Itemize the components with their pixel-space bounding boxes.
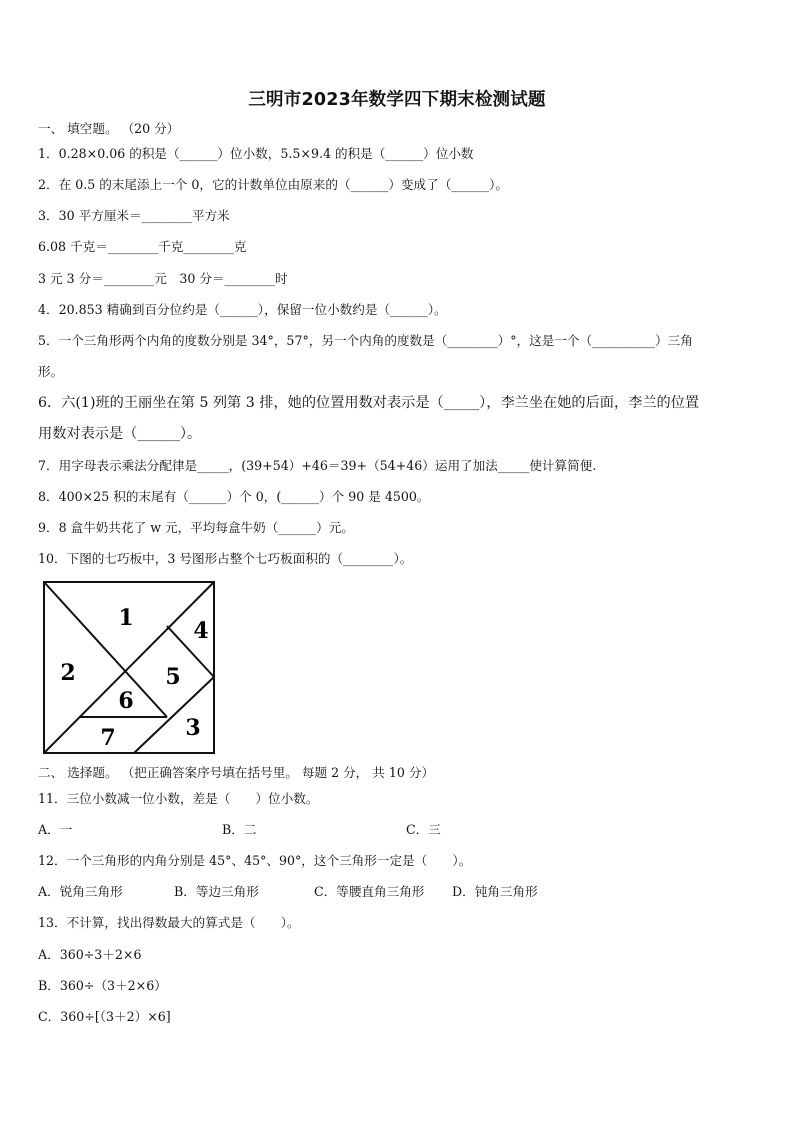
- tangram-label-6: 6: [118, 688, 134, 714]
- question-12-option-c: C．等腰直角三角形: [314, 884, 425, 899]
- question-10: 10．下图的七巧板中，3 号图形占整个七巧板面积的（________）。: [38, 551, 413, 566]
- tangram-label-4: 4: [193, 618, 209, 644]
- tangram-label-3: 3: [185, 715, 201, 741]
- question-2: 2．在 0.5 的末尾添上一个 0，它的计数单位由原来的（______）变成了（______）。: [38, 177, 508, 192]
- question-1: 1．0.28×0.06 的积是（______）位小数，5.5×9.4 的积是（______）位小数: [38, 146, 474, 161]
- question-11-option-b: B．二: [222, 822, 257, 837]
- tangram-diagonal-left: [44, 582, 167, 717]
- question-5-line-2: 形。: [38, 364, 64, 379]
- question-12-option-a: A．锐角三角形: [38, 884, 123, 899]
- question-5-line-1: 5．一个三角形两个内角的度数分别是 34°，57°，另一个内角的度数是（________）°，这是一个（__________）三角: [38, 333, 693, 348]
- tangram-label-2: 2: [60, 660, 76, 686]
- tangram-label-5: 5: [165, 664, 181, 690]
- question-13-option-b: B．360÷（3＋2×6）: [38, 978, 167, 993]
- question-13-stem: 13．不计算，找出得数最大的算式是（ ）。: [38, 915, 300, 930]
- question-12-option-b: B．等边三角形: [174, 884, 259, 899]
- question-13-option-c: C．360÷[（3＋2）×6]: [38, 1009, 171, 1024]
- tangram-figure: [42, 580, 216, 755]
- question-3-part-2: 6.08 千克＝________千克________克: [38, 239, 247, 254]
- question-6-line-2: 用数对表示是（______）。: [38, 426, 202, 442]
- question-11-option-c: C．三: [406, 822, 441, 837]
- question-4: 4．20.853 精确到百分位约是（______），保留一位小数约是（______）。: [38, 302, 447, 317]
- tangram-diagram: [42, 580, 216, 755]
- question-12-option-d: D．钝角三角形: [452, 884, 538, 899]
- tangram-label-7: 7: [100, 725, 116, 751]
- question-3-part-1: 3．30 平方厘米＝________平方米: [38, 208, 230, 223]
- section-2-heading: 二、 选择题。 （把正确答案序号填在括号里。 每题 2 分， 共 10 分）: [38, 765, 435, 780]
- question-9: 9．8 盒牛奶共花了 w 元，平均每盒牛奶（______）元。: [38, 520, 354, 535]
- question-13-option-a: A．360÷3＋2×6: [38, 947, 142, 962]
- question-12-stem: 12．一个三角形的内角分别是 45°、45°、90°，这个三角形一定是（ ）。: [38, 853, 472, 868]
- question-11-option-a: A．一: [38, 822, 73, 837]
- question-6-line-1: 6．六(1)班的王丽坐在第 5 列第 3 排，她的位置用数对表示是（_____），李兰坐在她的后面，李兰的位置: [38, 395, 700, 411]
- question-7: 7．用字母表示乘法分配律是_____，(39+54）+46＝39+（54+46）运用了加法_____使计算简便.: [38, 458, 597, 473]
- page-title: 三明市2023年数学四下期末检测试题: [248, 90, 546, 110]
- question-11-stem: 11．三位小数减一位小数，差是（ ）位小数。: [38, 791, 319, 806]
- section-1-heading: 一、 填空题。 （20 分）: [38, 121, 180, 136]
- tangram-label-1: 1: [118, 605, 134, 631]
- question-8: 8．400×25 积的末尾有（______）个 0，(______）个 90 是 4500。: [38, 489, 430, 504]
- question-3-part-3: 3 元 3 分＝________元 30 分＝________时: [38, 271, 288, 286]
